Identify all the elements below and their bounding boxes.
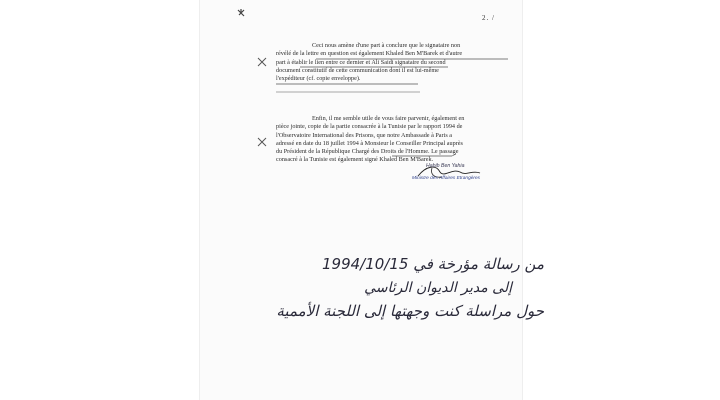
paragraph-enclosure xyxy=(276,115,492,165)
text-line: l'Observatoire International des Prisons, que notre Ambassade à Paris a xyxy=(276,131,453,139)
text-line: révélé de la lettre en question est également Khaled Ben M'Barek et d'autre xyxy=(276,50,463,58)
handwritten-note-line: من رسالة مؤرخة في 1994/10/15 xyxy=(321,255,544,273)
text-line: adressé en date du 18 juillet 1994 à Monsieur le Conseiller Principal auprès xyxy=(276,139,463,147)
text-line: pièce jointe, copie de la partie consacrée à la Tunisie par le rapport 1994 de xyxy=(276,123,463,131)
corner-scribble-icon xyxy=(236,8,246,18)
pencil-x-mark-icon xyxy=(256,56,268,68)
text-line: du Président de la République Chargé des Droits de l'Homme. Le passage xyxy=(276,148,459,156)
handwritten-note-line: حول مراسلة كنت وجهتها إلى اللجنة الأممية xyxy=(276,302,544,320)
paragraph-conclusion xyxy=(276,42,492,83)
signatory-title: Ministre des Affaires Etrangères xyxy=(412,176,481,181)
text-line: Ceci nous amène d'une part à conclure que le signataire non xyxy=(312,42,461,49)
pencil-x-mark-icon xyxy=(256,136,268,148)
handwritten-note-line: إلى مدير الديوان الرئاسي xyxy=(364,280,512,296)
text-line: consacré à la Tunisie est également signé Khaled Ben M'Barek. xyxy=(276,156,434,164)
page-number: 2. / xyxy=(482,14,495,22)
text-line: Enfin, il me semble utile de vous faire parvenir, également en xyxy=(312,115,465,122)
text-line: l'expéditeur (cf. copie enveloppe). xyxy=(276,75,361,83)
text-line: document constitutif de cette communication dont il est lui-même xyxy=(276,66,439,74)
text-line: part à établir le lien entre ce dernier et Ali Saidi signataire du second xyxy=(276,58,446,66)
signatory-name: Habib Ben Yahia xyxy=(426,163,465,169)
